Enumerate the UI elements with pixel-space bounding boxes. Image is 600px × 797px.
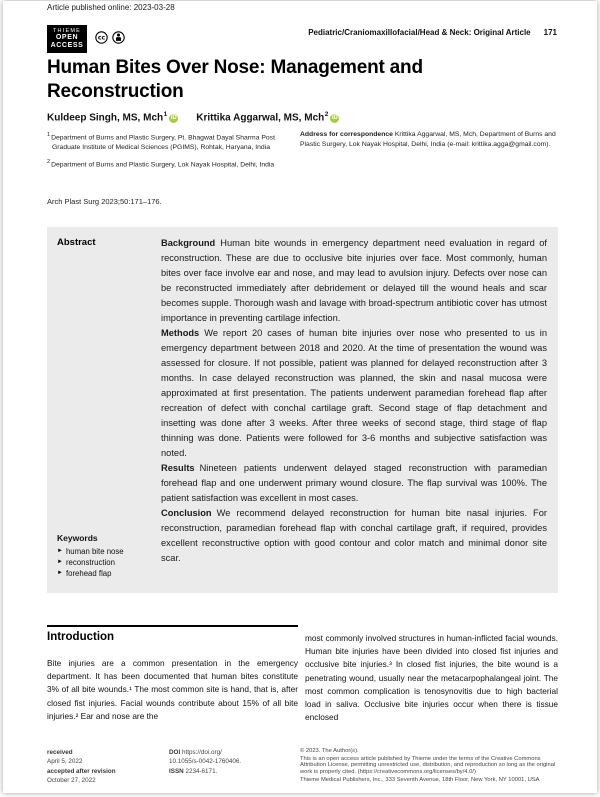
author-1 [47,111,178,123]
affiliation-1-sup: 1 [47,132,51,138]
arrow-bullet-icon: ► [57,559,63,565]
abstract-text-methods: We report 20 cases of human bite injuries over nose who presented to us in emergency department between 2018 and 2020. At the time of presentation the wound was assessed for closure. If not possible, patient was planned for delayed reconstruction after 3 months. In case delayed reconstruction was planned, the skin and nasal mucosa were approximated at first presentation. The patients underwent paramedian forehead flap after recreation of defect with conchal cartilage graft. Second stage of flap detachment and insetting was done after 3 weeks. After three weeks of second stage, third stage of flap thinning was done. Patients were followed for 3-6 months and subjective satisfaction was noted. [161,328,547,458]
abstract-label-methods: Methods [161,328,200,338]
keyword-text: human bite nose [65,547,124,556]
publisher-line: Thieme Medical Publishers, Inc., 333 Seventh Avenue, 18th Floor, New York, NY 10001, USA [300,776,540,783]
affiliation-2 [47,157,287,170]
published-online-date: Article published online: 2023-03-28 [47,3,175,12]
abstract-section [47,227,558,593]
article-history [47,748,159,786]
accepted-date: October 27, 2022 [47,777,96,785]
abstract-label-conclusion: Conclusion [161,508,212,518]
received-label: received [47,749,73,756]
keyword-item [57,546,157,557]
author-2-affil-sup: 2 [324,111,329,118]
license-icons [95,31,125,44]
issn-line [169,767,297,776]
abstract-text-results: Nineteen patients underwent delayed staged reconstruction with paramedian forehead flap and one underwent primary wound closure. The flap survival was 100%. The patient satisfaction was excellent in most cases. [161,463,547,503]
affiliation-1 [47,130,287,153]
keyword-item [57,568,157,579]
correspondence-block [300,130,558,150]
abstract-label-results: Results [161,463,195,473]
doi-url-part1[interactable]: https://doi.org/ [181,749,222,756]
author-1-name: Kuldeep Singh, MS, Mch [47,112,164,124]
doi-label: DOI [169,749,181,756]
page-number: 171 [543,28,557,37]
doi-url-part2[interactable]: 10.1055/s-0042-1760406. [169,758,242,766]
correspondence-text: Krittika Aggarwal, MS, Mch, Department of Burns and Plastic Surgery, Lok Nayak Hospital, Delhi, India (e-mail: krittika.agga@gmail.com). [300,131,556,148]
cc-by-person-icon[interactable] [112,31,125,44]
svg-text:cc: cc [97,34,106,42]
doi-line [169,748,297,757]
issn-label: ISSN [169,767,184,775]
doi-issn-block [169,748,297,776]
orcid-icon[interactable]: iD [170,115,177,122]
abstract-label-background: Background [161,238,216,248]
abstract-text-background: Human bite wounds in emergency department need evaluation in regard of reconstruction. These are due to occlusive bite injuries over face. Most commonly, human bites over face involve ear and nose, and may lead to avulsion injury. Defects over nose can be reconstructed immediately after debridement or delayed till the wound heals and scar becomes supple. Thorough wash and lavage with broad-spectrum antibiotic cover has utmost importance in preventing cartilage infection. [161,238,547,323]
abstract-paragraph-methods [161,326,547,461]
journal-citation: Arch Plast Surg 2023;50:171–176. [47,197,162,206]
keywords-block [57,533,157,579]
affiliation-1-text: Department of Burns and Plastic Surgery, Pt. Bhagwat Dayal Sharma Post Graduate Institute of Medical Sciences (PGIMS), Rohtak, Haryana, India [51,134,275,152]
running-head [308,28,557,37]
license-text: This is an open access article published by Thieme under the terms of the Creative Commons Attribution License, permitting unrestricted use, distribution, and reproduction so long as the original work is properly cited. (https://creativecommons.org/licenses/by/4.0/) [300,755,556,776]
abstract-heading: Abstract [57,237,96,248]
introduction-column-2: most commonly involved structures in human-inflicted facial wounds. Human bite injuries have been divided into closed fist injuries and occlusive bite injuries.³ In closed fist injuries, the bite wound is a penetrating wound, usually near the metacarpophalangeal joint. The most common complication is tenosynovitis due to high bacterial load in saliva. Occlusive bite injuries occur when there is tissue enclosed [305,633,558,723]
authors-row [47,111,339,123]
keyword-text: reconstruction [65,558,115,567]
abstract-paragraph-conclusion [161,506,547,566]
author-2 [196,111,339,123]
introduction-heading: Introduction [47,631,115,643]
issn-value: 2234-6171. [185,767,218,775]
author-1-affil-sup: 1 [163,111,168,118]
orcid-icon[interactable]: iD [331,115,338,122]
journal-page [3,1,597,793]
cc-icon[interactable] [95,31,108,44]
received-date: April 5, 2022 [47,758,83,766]
correspondence-label: Address for correspondence [300,131,393,138]
accepted-label: accepted after revision [47,767,116,775]
copyright-line: © 2023. The Author(s). [300,748,359,754]
author-2-name: Krittika Aggarwal, MS, Mch [196,112,325,124]
keyword-item [57,557,157,568]
abstract-paragraph-background [161,236,547,326]
article-category: Pediatric/Craniomaxillofacial/Head & Neck: Original Article [308,28,531,37]
thieme-logo: THIEME [53,28,81,34]
abstract-body [161,236,547,566]
abstract-paragraph-results [161,461,547,506]
affiliation-2-sup: 2 [47,159,51,166]
article-title: Human Bites Over Nose: Management and Reconstruction [47,57,423,102]
affiliation-2-text: Department of Burns and Plastic Surgery, Lok Nayak Hospital, Delhi, India [51,161,275,169]
arrow-bullet-icon: ► [57,548,63,554]
keyword-text: forehead flap [65,569,112,578]
section-rule [47,625,298,627]
keywords-heading: Keywords [57,533,98,543]
affiliations [47,130,287,175]
open-access-label-line2: ACCESS [50,42,84,49]
introduction-column-1: Bite injuries are a common presentation in the emergency department. It has been documented that human bites constitute 3% of all bite wounds.¹ The most common site is hand, that is, after closed fist injuries. Facial wounds contribute about 15% of all bite injuries.² Ear and nose are the [47,658,298,721]
arrow-bullet-icon: ► [57,570,63,576]
abstract-text-conclusion: We recommend delayed reconstruction for human bite nasal injuries. For reconstruction, paramedian forehead flap with conchal cartilage graft, if required, provides excellent reconstructive option with good contour and color match and minimal donor site scar. [161,508,547,563]
open-access-label-line1: OPEN [55,34,79,41]
thieme-open-access-badge [47,25,87,53]
copyright-block [300,748,558,784]
